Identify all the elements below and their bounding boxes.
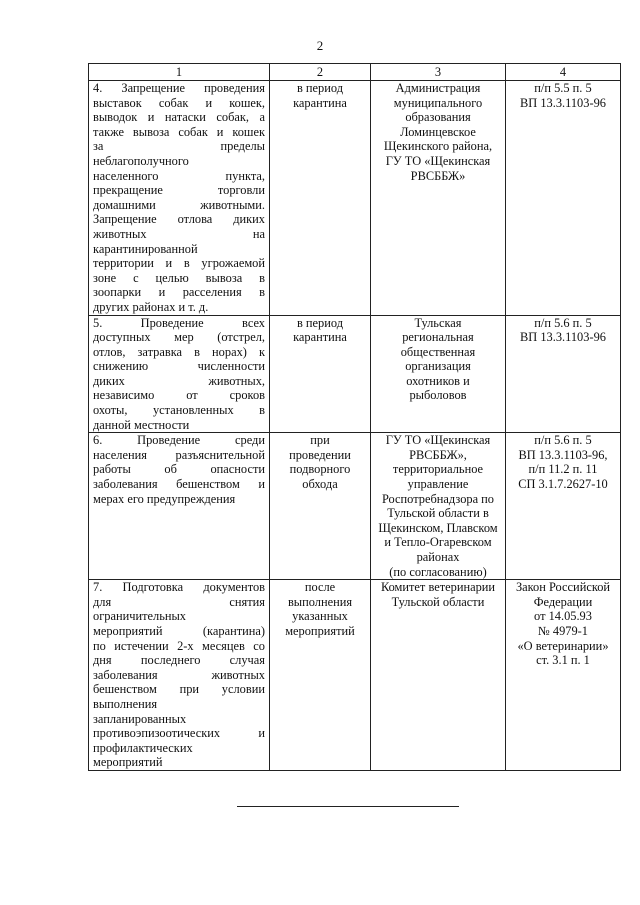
text-line: 7. Подготовка документов	[93, 580, 265, 595]
text-line: бешенством при условии	[93, 682, 265, 697]
measure-cell	[89, 580, 270, 771]
text-line: данной местности	[93, 417, 190, 432]
text-line: Запрещение отлова диких	[93, 212, 265, 227]
text-line: карантина	[293, 95, 347, 110]
text-line: охоты, установленных в	[93, 403, 265, 418]
text-line: животных на	[93, 226, 265, 241]
text-line: снижению численности	[93, 359, 265, 374]
text-line: профилактических	[93, 740, 193, 755]
page-number: 2	[316, 38, 324, 53]
text-line: муниципального	[393, 95, 483, 110]
period-cell	[270, 433, 371, 580]
text-line: противоэпизоотических и	[93, 726, 265, 741]
text-line: выполнения	[93, 696, 158, 711]
text-line: населения разъяснительной	[93, 447, 265, 462]
text-line: других районах и т. д.	[93, 299, 209, 314]
table-row	[89, 315, 621, 433]
text-line: карантина	[293, 330, 347, 345]
text-line: от 14.05.93	[534, 609, 592, 624]
text-line: неблагополучного	[93, 153, 189, 168]
text-line: п/п 5.6 п. 5	[534, 433, 592, 448]
period-cell	[270, 81, 371, 316]
text-line: «О ветеринарии»	[517, 638, 609, 653]
text-line: Тульской области в	[387, 506, 489, 521]
period-cell	[270, 315, 371, 433]
basis-cell	[506, 580, 621, 771]
text-line: РВСББЖ»	[410, 168, 466, 183]
text-line: за пределы	[93, 139, 265, 154]
text-line: заболевания животных	[93, 667, 265, 682]
text-line: Щекинского района,	[383, 139, 493, 154]
text-line: Тульская	[414, 315, 462, 330]
text-line: п/п 11.2 п. 11	[528, 462, 598, 477]
column-header: 4	[506, 64, 621, 81]
text-line: после	[304, 580, 336, 595]
text-line: рыболовов	[409, 388, 467, 403]
text-line: ограничительных	[93, 609, 186, 624]
text-line: также вывоза собак и кошек	[93, 124, 265, 139]
measure-cell	[89, 433, 270, 580]
text-line: дня последнего случая	[93, 653, 265, 668]
text-line: мероприятий (карантина)	[93, 623, 265, 638]
text-line: ст. 3.1 п. 1	[536, 653, 590, 668]
responsible-cell	[371, 580, 506, 771]
text-line: доступных мер (отстрел,	[93, 330, 265, 345]
text-line: зоопарки и расселения в	[93, 285, 265, 300]
text-line: Администрация	[395, 81, 481, 95]
text-line: диких животных,	[93, 373, 265, 388]
column-header: 2	[270, 64, 371, 81]
column-header: 1	[89, 64, 270, 81]
closing-rule	[237, 806, 459, 807]
measure-cell	[89, 315, 270, 433]
text-line: организация	[405, 359, 471, 374]
text-line: мерах его предупреждения	[93, 491, 236, 506]
measure-cell	[89, 81, 270, 316]
table-header-row	[89, 64, 621, 81]
text-line: п/п 5.5 п. 5	[534, 81, 592, 95]
text-line: по истечении 2-х месяцев со	[93, 638, 265, 653]
responsible-cell	[371, 81, 506, 316]
text-line: Тульской области	[391, 594, 485, 609]
text-line: региональная	[402, 330, 474, 345]
text-line: территории и в угрожаемой	[93, 256, 265, 271]
text-line: прекращение торговли	[93, 183, 265, 198]
text-line: в период	[296, 315, 344, 330]
text-line: указанных	[292, 609, 348, 624]
text-line: ВП 13.3.1103-96	[520, 330, 606, 345]
text-line: выводок и натаски собак, а	[93, 110, 265, 125]
text-line: РВСББЖ»,	[409, 447, 467, 462]
text-line: проведении	[289, 447, 351, 462]
text-line: в период	[296, 81, 344, 95]
text-line: и Тепло-Огаревском	[384, 535, 492, 550]
text-line: выполнения	[287, 594, 353, 609]
text-line: Роспотребнадзора по	[381, 491, 495, 506]
text-line: общественная	[400, 344, 476, 359]
text-line: домашними животными.	[93, 197, 265, 212]
text-line: ГУ ТО «Щекинская	[385, 153, 491, 168]
column-header: 3	[371, 64, 506, 81]
text-line: населенного пункта,	[93, 168, 265, 183]
text-line: 6. Проведение среди	[93, 433, 265, 448]
basis-cell	[506, 81, 621, 316]
text-line: подворного	[289, 462, 351, 477]
responsible-cell	[371, 315, 506, 433]
text-line: Комитет ветеринарии	[380, 580, 496, 595]
responsible-cell	[371, 433, 506, 580]
text-line: территориальное	[392, 462, 484, 477]
text-line: для снятия	[93, 594, 265, 609]
text-line: мероприятий	[285, 623, 355, 638]
basis-cell	[506, 433, 621, 580]
text-line: п/п 5.6 п. 5	[534, 315, 592, 330]
text-line: карантинированной	[93, 241, 198, 256]
text-line: Щекинском, Плавском	[378, 520, 498, 535]
table-row	[89, 580, 621, 771]
text-line: зоне с целью вывоза в	[93, 270, 265, 285]
text-line: мероприятий	[93, 755, 163, 770]
text-line: СП 3.1.7.2627-10	[518, 477, 608, 492]
text-line: охотников и	[406, 373, 470, 388]
text-line: районах	[416, 550, 460, 564]
text-line: при	[310, 433, 330, 448]
text-line: Федерации	[533, 594, 593, 609]
text-line: ГУ ТО «Щекинская	[385, 433, 491, 448]
text-line: 5. Проведение всех	[93, 315, 265, 330]
text-line: независимо от сроков	[93, 388, 265, 403]
text-line: образования	[405, 110, 471, 125]
text-line: управление	[407, 477, 469, 492]
text-line: отлов, затравка в норах) к	[93, 344, 265, 359]
text-line: заболевания бешенством и	[93, 477, 265, 492]
text-line: выставок собак и кошек,	[93, 95, 265, 110]
table-row	[89, 433, 621, 580]
text-line: ВП 13.3.1103-96	[520, 95, 606, 110]
text-line: работы об опасности	[93, 462, 265, 477]
basis-cell	[506, 315, 621, 433]
text-line: № 4979-1	[537, 623, 589, 638]
text-line: Ломинцевское	[400, 124, 476, 139]
text-line: обхода	[302, 477, 338, 492]
text-line: запланированных	[93, 711, 187, 726]
period-cell	[270, 580, 371, 771]
text-line: Закон Российской	[515, 580, 611, 595]
text-line: (по согласованию)	[389, 564, 487, 579]
text-line: ВП 13.3.1103-96,	[518, 447, 608, 462]
table-row	[89, 81, 621, 316]
measures-table	[88, 63, 621, 771]
text-line: 4. Запрещение проведения	[93, 81, 265, 95]
